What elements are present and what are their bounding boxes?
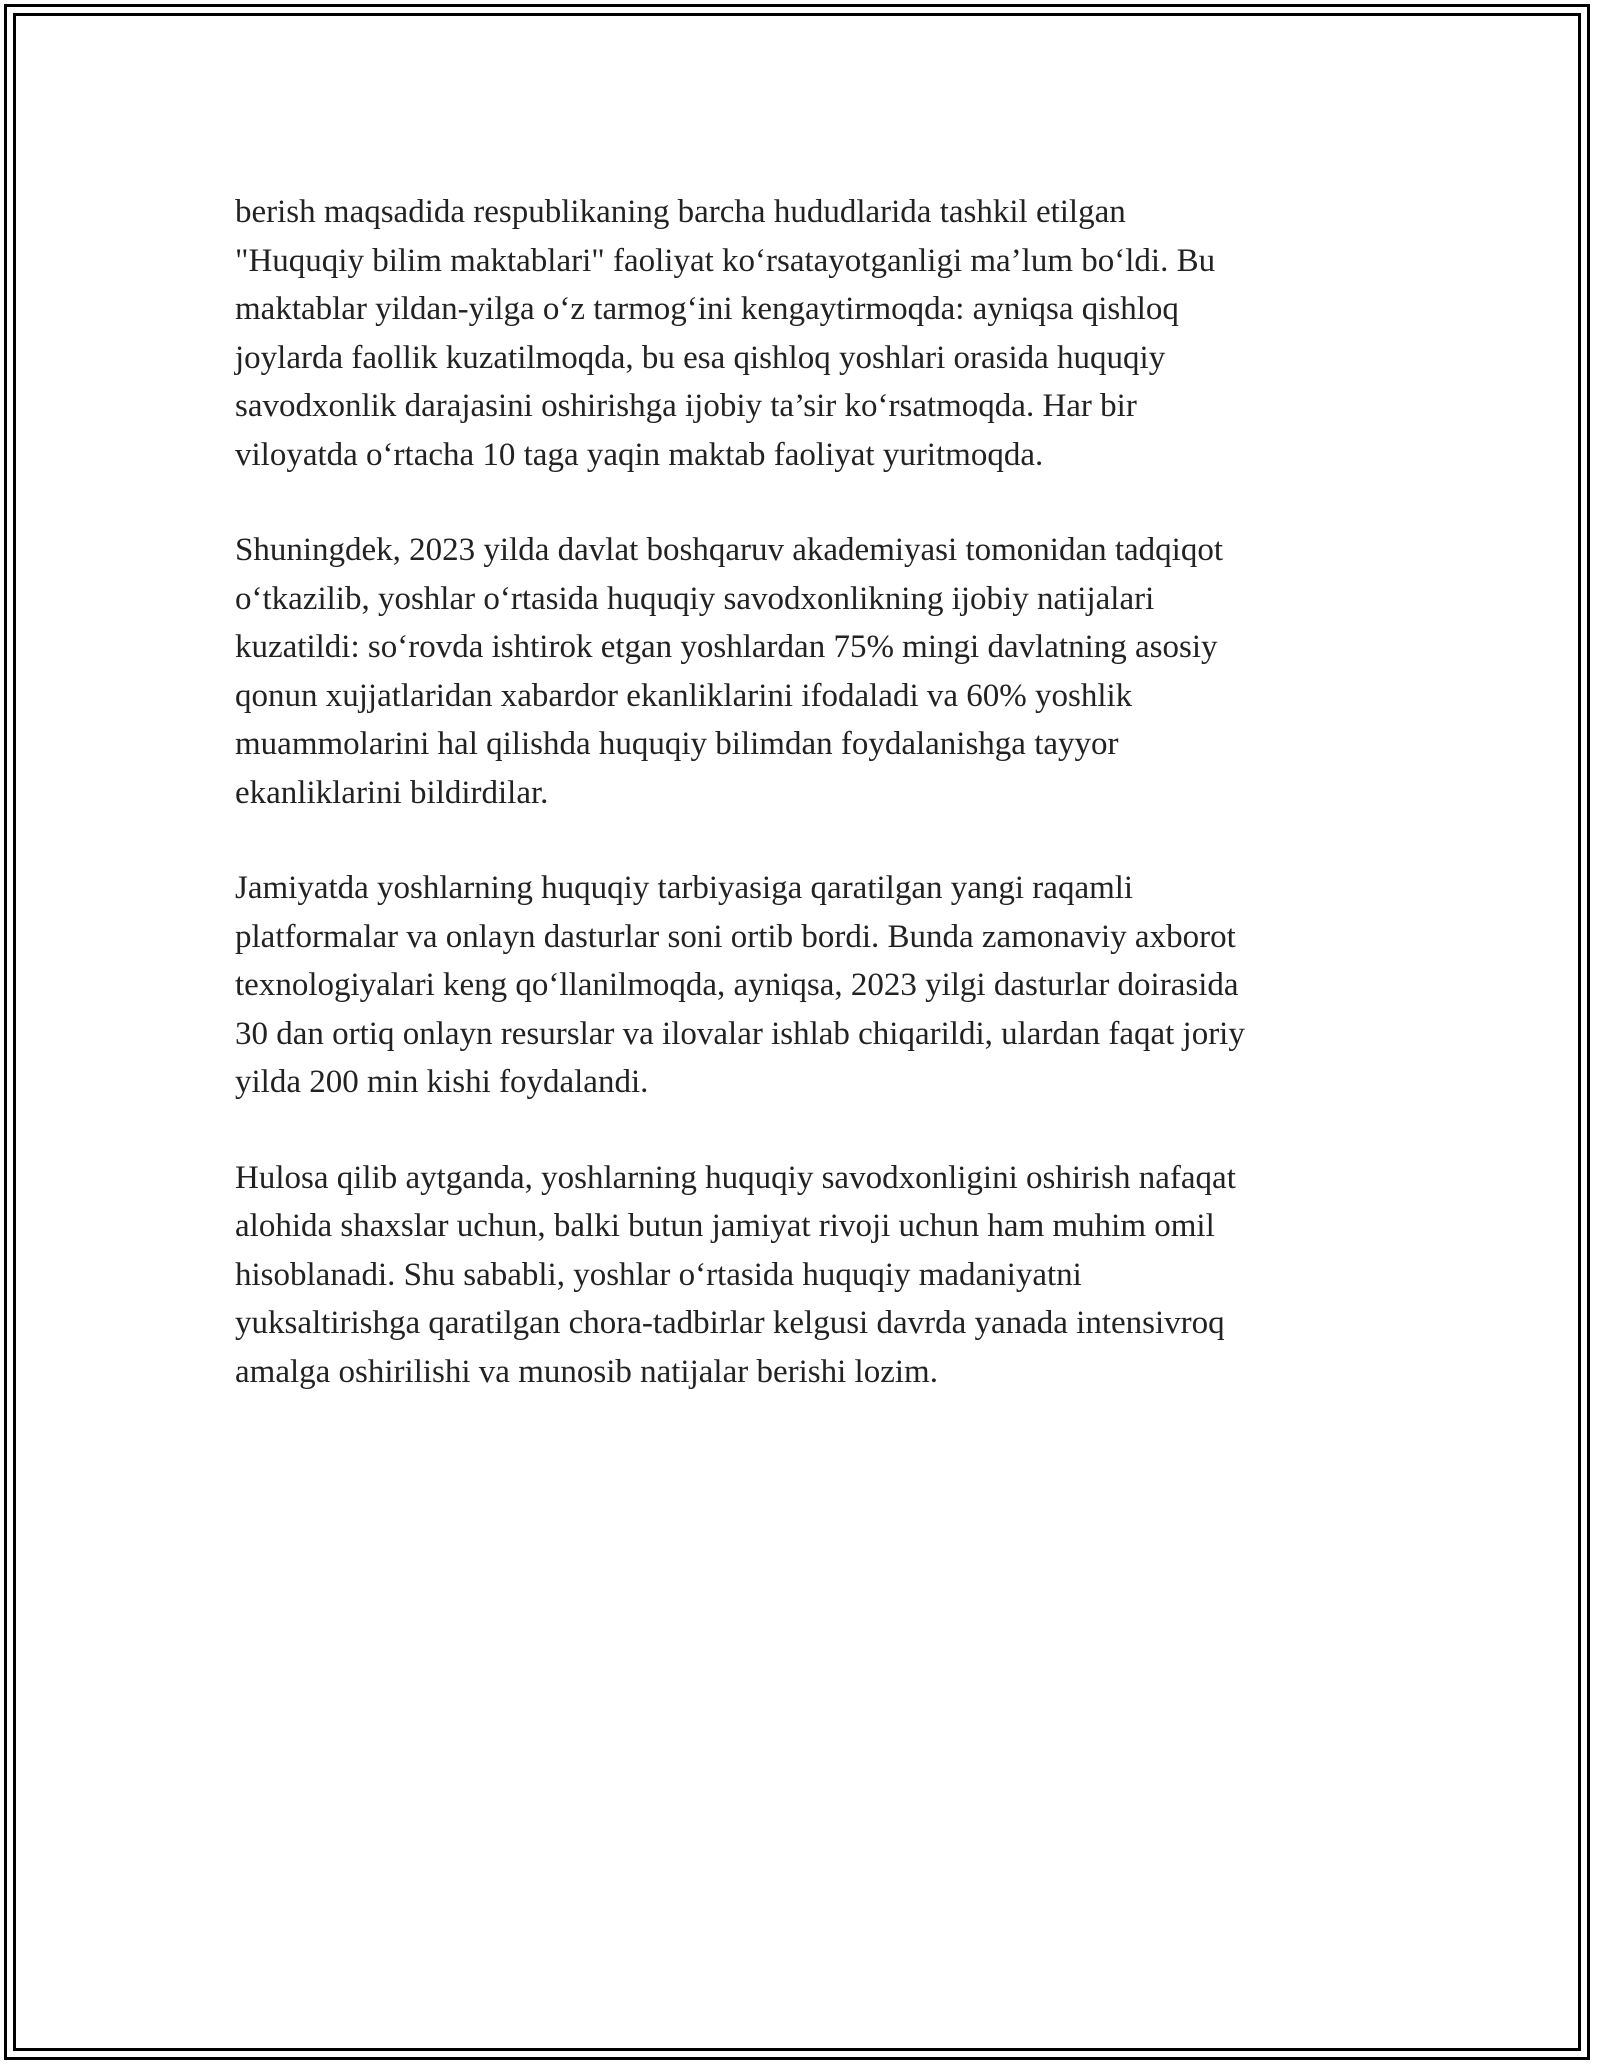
document-body: [235, 188, 1365, 1443]
paragraph-digital-platforms: Jamiyatda yoshlarning huquqiy tarbiyasiga qaratilgan yangi raqamli platformalar va onlayn dasturlar soni ortib bordi. Bunda zamonaviy axborot texnologiyalari keng qo‘llanilmoqda, ayniqsa, 2023 yilgi dasturlar doirasida 30 dan ortiq onlayn resurslar va ilovalar ishlab chiqarildi, ulardan faqat joriy yilda 200 min kishi foydalandi.: [235, 870, 1245, 1100]
paragraph-academy-survey: Shuningdek, 2023 yilda davlat boshqaruv akademiyasi tomonidan tadqiqot o‘tkazilib, yoshlar o‘rtasida huquqiy savodxonlikning ijobiy natijalari kuzatildi: so‘rovda ishtirok etgan yoshlardan 75% mingi davlatning asosiy qonun xujjatlaridan xabardor ekanliklarini ifodaladi va 60% yoshlik muammolarini hal qilishda huquqiy bilimdan foydalanishga tayyor ekanliklarini bildirdilar.: [235, 532, 1224, 811]
paragraph-legal-schools: berish maqsadida respublikaning barcha hududlarida tashkil etilgan "Huquqiy bilim maktablari" faoliyat ko‘rsatayotganligi ma’lum bo‘ldi. Bu maktablar yildan-yilga o‘z tarmog‘ini kengaytirmoqda: ayniqsa qishloq joylarda faollik kuzatilmoqda, bu esa qishloq yoshlari orasida huquqiy savodxonlik darajasini oshirishga ijobiy ta’sir ko‘rsatmoqda. Har bir viloyatda o‘rtacha 10 taga yaqin maktab faoliyat yuritmoqda.: [235, 194, 1216, 473]
paragraph-conclusion: Hulosa qilib aytganda, yoshlarning huquqiy savodxonligini oshirish nafaqat alohida shaxslar uchun, balki butun jamiyat rivoji uchun ham muhim omil hisoblanadi. Shu sababli, yoshlar o‘rtasida huquqiy madaniyatni yuksaltirishga qaratilgan chora-tadbirlar kelgusi davrda yanada intensivroq amalga oshirilishi va munosib natijalar berishi lozim.: [235, 1159, 1236, 1390]
